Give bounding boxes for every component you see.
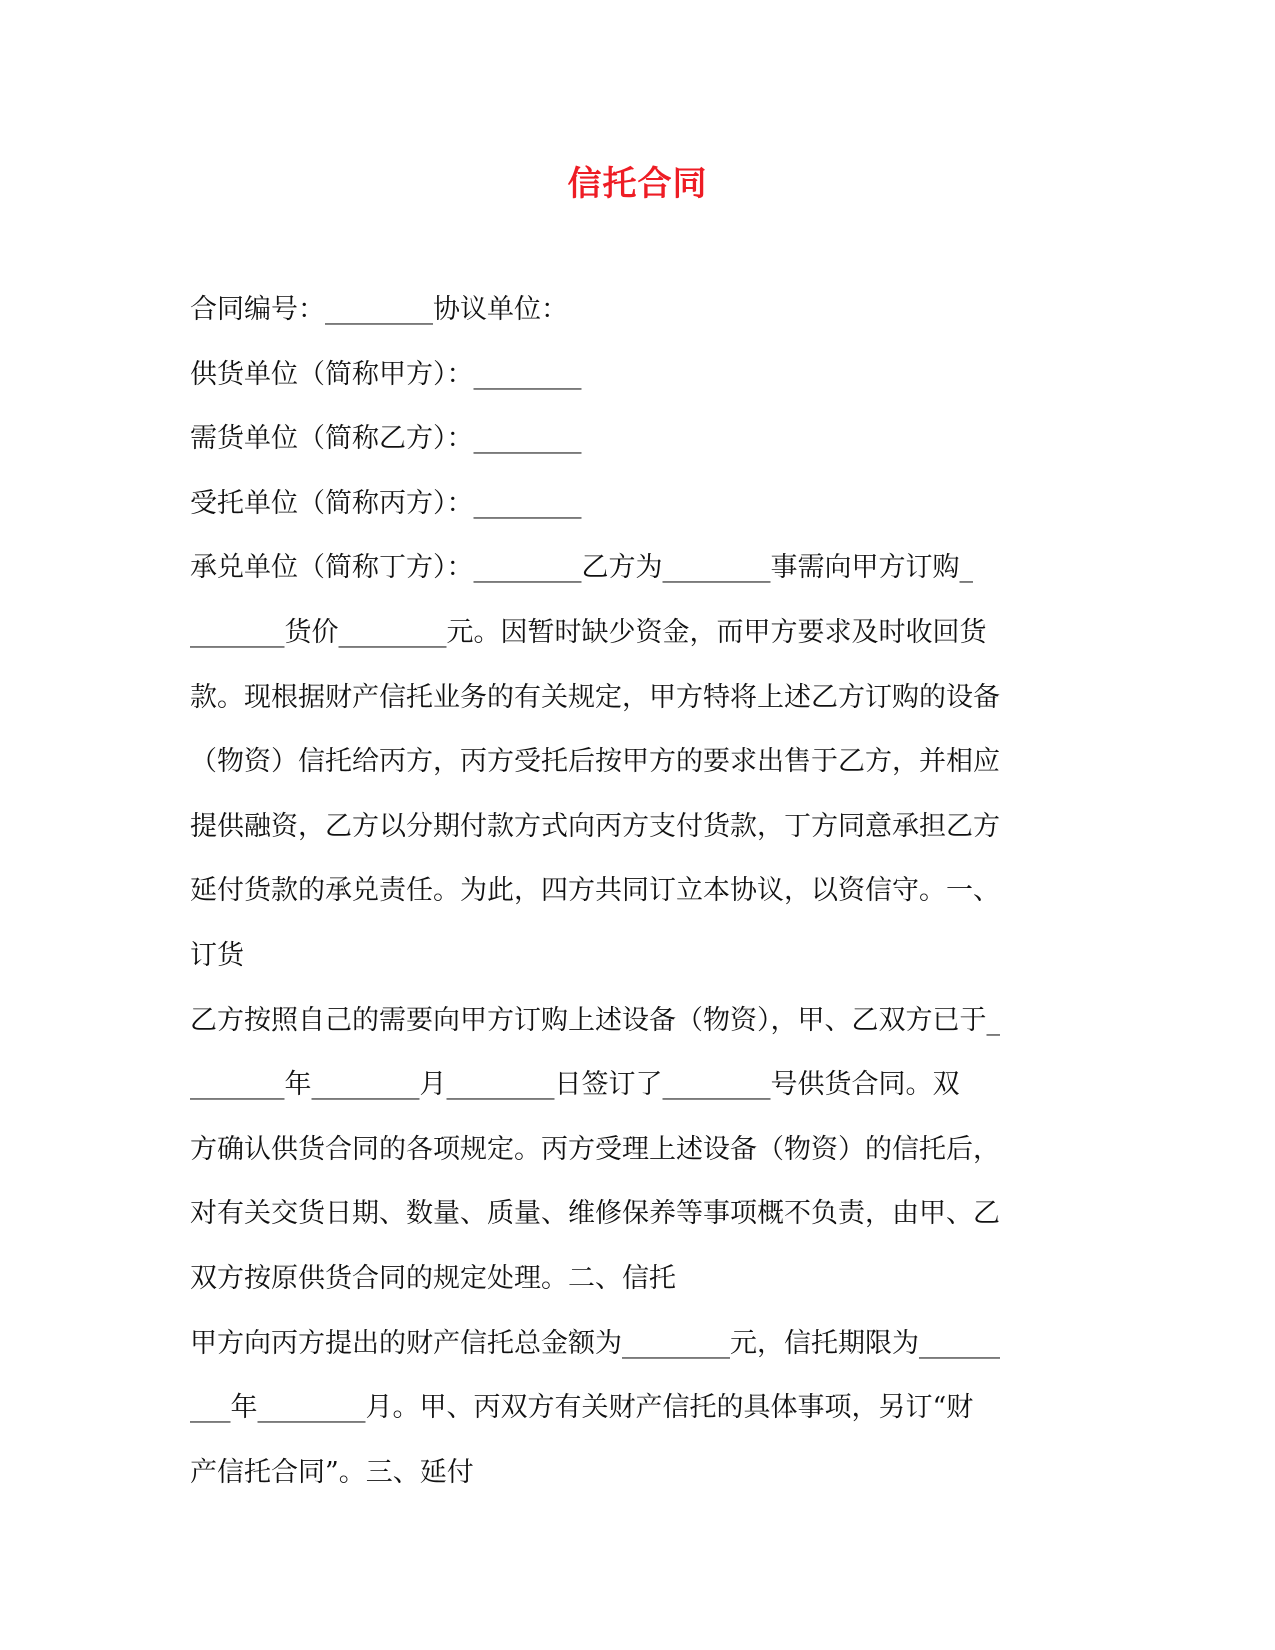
body-line: 方确认供货合同的各项规定。丙方受理上述设备（物资）的信托后，	[190, 1133, 1000, 1165]
body-line: 订货	[190, 939, 244, 971]
body-line: 提供融资，乙方以分期付款方式向丙方支付货款，丁方同意承担乙方	[190, 810, 1000, 842]
body-line: 受托单位（简称丙方）：________	[190, 487, 582, 519]
body-line: 供货单位（简称甲方）：________	[190, 358, 582, 390]
body-line: 双方按原供货合同的规定处理。二、信托	[190, 1262, 676, 1294]
body-line: 延付货款的承兑责任。为此，四方共同订立本协议，以资信守。一、	[190, 875, 1000, 907]
body-line: 甲方向丙方提出的财产信托总金额为________元，信托期限为______	[190, 1327, 1000, 1359]
body-line: 对有关交货日期、数量、质量、维修保养等事项概不负责，由甲、乙	[190, 1198, 1000, 1230]
body-line: 款。现根据财产信托业务的有关规定，甲方特将上述乙方订购的设备	[190, 681, 1000, 713]
body-line: 需货单位（简称乙方）：________	[190, 423, 582, 455]
body-line: 承兑单位（简称丁方）：________乙方为________事需向甲方订购_	[190, 552, 973, 584]
body-line: （物资）信托给丙方，丙方受托后按甲方的要求出售于乙方，并相应	[190, 746, 1000, 778]
body-line: 合同编号：________协议单位：	[190, 294, 568, 325]
body-line: _______年________月________日签订了________号供货合同。双	[190, 1069, 960, 1101]
document-body	[190, 278, 1090, 1505]
body-line: 产信托合同”。三、延付	[190, 1456, 474, 1488]
body-line: _______货价________元。因暂时缺少资金，而甲方要求及时收回货	[190, 616, 987, 648]
body-line: 乙方按照自己的需要向甲方订购上述设备（物资），甲、乙双方已于_	[190, 1004, 1000, 1036]
document-title: 信托合同	[567, 164, 708, 204]
body-line: ___年________月。甲、丙双方有关财产信托的具体事项，另订“财	[190, 1392, 974, 1424]
